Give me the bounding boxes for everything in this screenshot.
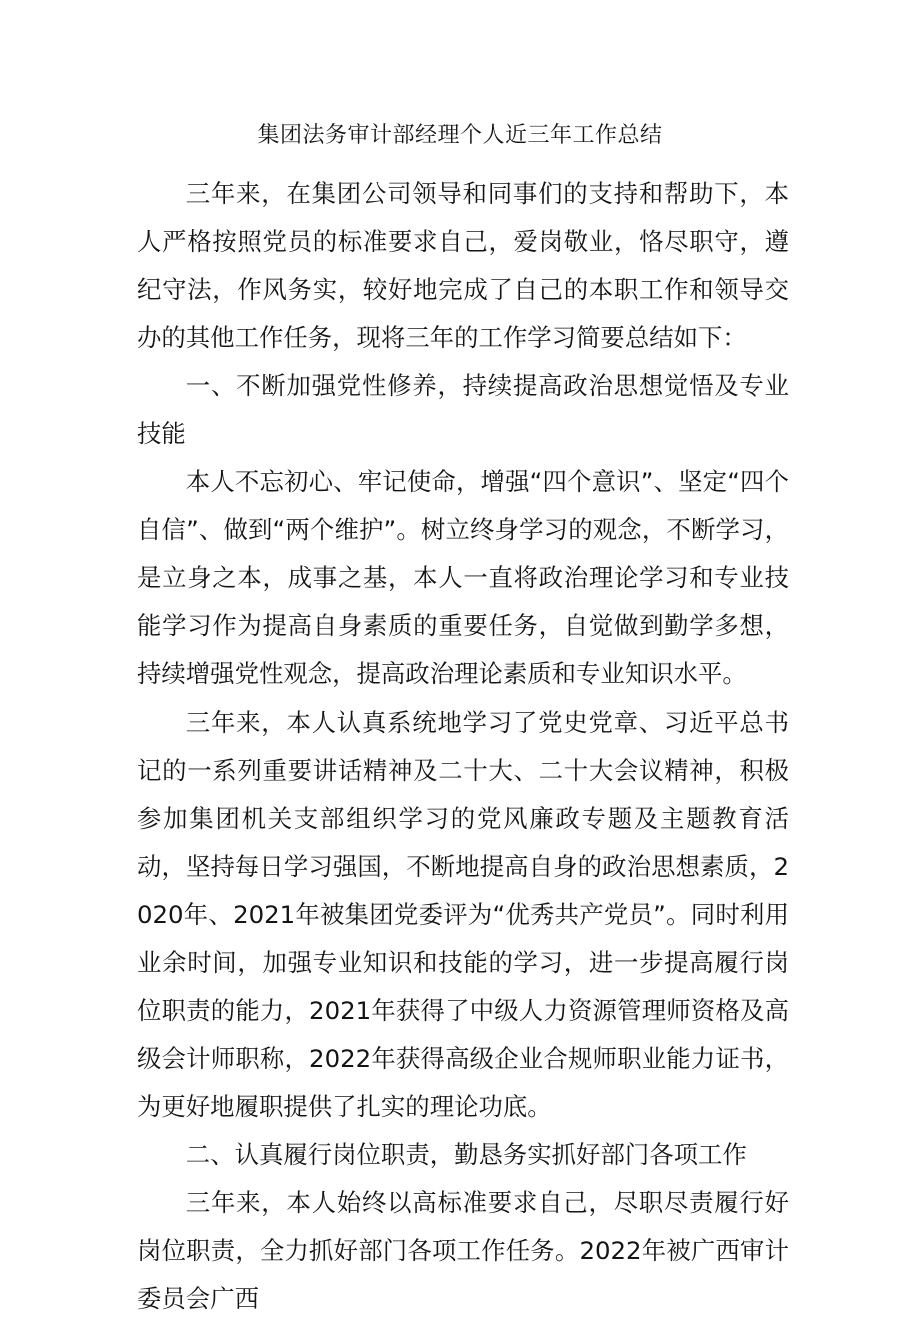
- paragraph-political-awareness: 本人不忘初心、牢记使命，增强“四个意识”、坚定“四个自信”、做到“两个维护”。树立终身学习的观念，不断学习，是立身之本，成事之基，本人一直将政治理论学习和专业技能学习作为提高自身素质的重要任务，自觉做到勤学多想，持续增强党性观念，提高政治理论素质和专业知识水平。: [137, 467, 789, 689]
- paragraph-study-achievements: 三年来，本人认真系统地学习了党史党章、习近平总书记的一系列重要讲话精神及二十大、二十大会议精神，积极参加集团机关支部组织学习的党风廉政专题及主题教育活动，坚持每日学习强国，不断地提高自身的政治思想素质，2020年、2021年被集团党委评为“优秀共产党员”。同时利用业余时间，加强专业知识和技能的学习，进一步提高履行岗位职责的能力，2021年获得了中级人力资源管理师资格及高级会计师职称，2022年获得高级企业合规师职业能力证书，为更好地履职提供了扎实的理论功底。: [137, 707, 789, 1121]
- paragraph-intro: 三年来，在集团公司领导和同事们的支持和帮助下，本人严格按照党员的标准要求自己，爱岗敬业，恪尽职守，遵纪守法，作风务实，较好地完成了自己的本职工作和领导交办的其他工作任务，现将三年的工作学习简要总结如下：: [137, 179, 789, 353]
- paragraph-job-duties: 三年来，本人始终以高标准要求自己，尽职尽责履行好岗位职责，全力抓好部门各项工作任务。2022年被广西审计委员会广西: [137, 1187, 789, 1314]
- section-heading-2: 二、认真履行岗位职责，勤恳务实抓好部门各项工作: [185, 1139, 747, 1169]
- section-heading-1: 一、不断加强党性修养，持续提高政治思想觉悟及专业技能: [137, 371, 789, 449]
- document-title: 集团法务审计部经理个人近三年工作总结: [257, 123, 663, 148]
- document-body: [137, 170, 789, 1323]
